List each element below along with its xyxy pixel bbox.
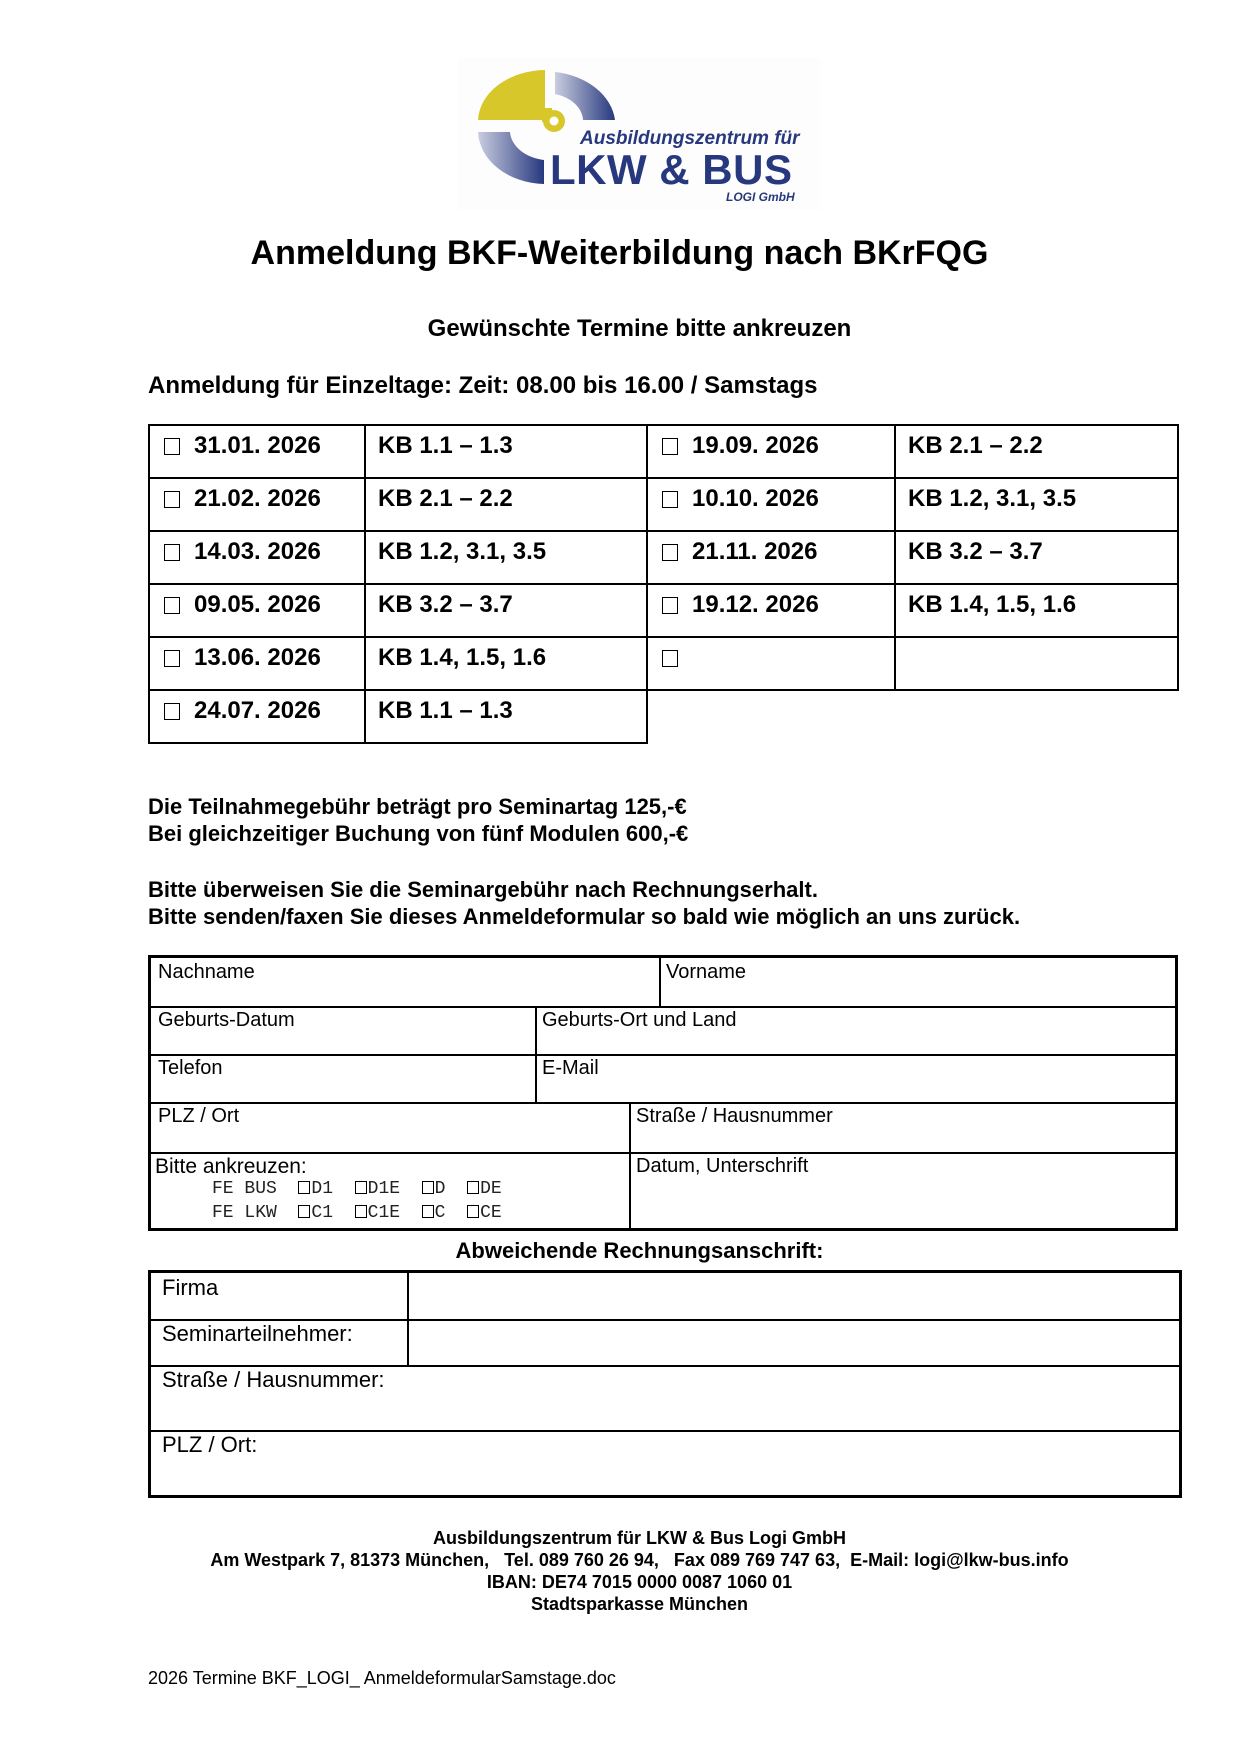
checkbox-icon[interactable] — [298, 1205, 310, 1218]
checkbox-icon[interactable] — [662, 438, 678, 455]
schedule-row-date[interactable]: 21.11. 2026 — [646, 530, 896, 585]
checkbox-icon[interactable] — [355, 1205, 367, 1218]
checkbox-icon[interactable] — [662, 491, 678, 508]
instructions — [148, 876, 1020, 930]
checkbox-icon[interactable] — [662, 650, 678, 667]
license-row-lkw: FE LKW C1 C1E C CE — [212, 1203, 502, 1223]
telefon-field[interactable]: Telefon — [151, 1054, 537, 1104]
billing-heading: Abweichende Rechnungsanschrift: — [455, 1238, 824, 1263]
license-option-de[interactable]: DE — [467, 1179, 502, 1199]
schedule-row-date[interactable]: 14.03. 2026 — [148, 530, 366, 585]
strasse-field[interactable]: Straße / Hausnummer — [629, 1102, 1175, 1154]
firma-label: Firma — [151, 1273, 409, 1321]
schedule-row-modules: KB 1.1 – 1.3 — [364, 689, 648, 744]
schedule-row-date[interactable]: 31.01. 2026 — [148, 424, 366, 479]
checkbox-icon[interactable] — [422, 1181, 434, 1194]
checkbox-icon[interactable] — [422, 1205, 434, 1218]
schedule-row-modules: KB 2.1 – 2.2 — [364, 477, 648, 532]
checkbox-icon[interactable] — [164, 438, 180, 455]
personal-data-form — [148, 955, 1178, 1231]
instruction-line-2: Bitte senden/faxen Sie dieses Anmeldeformular so bald wie möglich an uns zurück. — [148, 904, 1021, 929]
license-option-c[interactable]: C — [422, 1203, 446, 1223]
billing-strasse-field[interactable]: Straße / Hausnummer: — [151, 1365, 1179, 1432]
fee-info — [148, 793, 688, 847]
schedule-row-date[interactable]: 13.06. 2026 — [148, 636, 366, 691]
checkbox-icon[interactable] — [662, 597, 678, 614]
schedule-row-modules: KB 3.2 – 3.7 — [894, 530, 1179, 585]
schedule-row-modules: KB 1.2, 3.1, 3.5 — [894, 477, 1179, 532]
datum-unterschrift-field[interactable]: Datum, Unterschrift — [636, 1155, 809, 1177]
footer-company: Ausbildungszentrum für LKW & Bus Logi GmbH — [433, 1528, 846, 1548]
company-logo — [458, 58, 820, 210]
schedule-row-date-empty[interactable] — [646, 636, 896, 691]
schedule-row-date[interactable]: 21.02. 2026 — [148, 477, 366, 532]
schedule-table — [148, 424, 1179, 746]
footer-iban: IBAN: DE74 7015 0000 0087 1060 01 — [486, 1572, 793, 1592]
footer-address: Am Westpark 7, 81373 München, Tel. 089 760 26 94, Fax 089 769 747 63, E-Mail: logi@lkw-bus.info — [210, 1550, 1069, 1570]
page-subtitle: Gewünschte Termine bitte ankreuzen — [427, 315, 852, 342]
ankreuzen-label: Bitte ankreuzen: — [155, 1155, 307, 1178]
schedule-row-date[interactable]: 09.05. 2026 — [148, 583, 366, 638]
checkbox-icon[interactable] — [298, 1181, 310, 1194]
footer-bank: Stadtsparkasse München — [530, 1594, 749, 1614]
vorname-field[interactable]: Vorname — [659, 958, 1175, 1008]
schedule-row-date[interactable]: 19.09. 2026 — [646, 424, 896, 479]
logo-subtitle: Ausbildungszentrum für — [580, 128, 800, 149]
fee-line-2: Bei gleichzeitiger Buchung von fünf Modulen 600,-€ — [148, 821, 689, 846]
page-title: Anmeldung BKF-Weiterbildung nach BKrFQG — [250, 234, 989, 272]
license-row-bus: FE BUS D1 D1E D DE — [212, 1179, 502, 1199]
checkbox-icon[interactable] — [164, 544, 180, 561]
checkbox-icon[interactable] — [164, 597, 180, 614]
schedule-row-date[interactable]: 10.10. 2026 — [646, 477, 896, 532]
email-field[interactable]: E-Mail — [535, 1054, 1175, 1104]
checkbox-icon[interactable] — [355, 1181, 367, 1194]
schedule-row-modules: KB 1.4, 1.5, 1.6 — [894, 583, 1179, 638]
schedule-row-modules: KB 3.2 – 3.7 — [364, 583, 648, 638]
checkbox-icon[interactable] — [467, 1205, 479, 1218]
geburtsort-field[interactable]: Geburts-Ort und Land — [535, 1006, 1175, 1056]
license-option-d1[interactable]: D1 — [298, 1179, 333, 1199]
license-option-c1e[interactable]: C1E — [355, 1203, 400, 1223]
license-option-ce[interactable]: CE — [467, 1203, 502, 1223]
checkbox-icon[interactable] — [467, 1181, 479, 1194]
license-option-d1e[interactable]: D1E — [355, 1179, 400, 1199]
license-option-c1[interactable]: C1 — [298, 1203, 333, 1223]
schedule-row-modules: KB 1.2, 3.1, 3.5 — [364, 530, 648, 585]
schedule-row-date[interactable]: 24.07. 2026 — [148, 689, 366, 744]
plz-ort-field[interactable]: PLZ / Ort — [151, 1102, 631, 1154]
schedule-row-modules-empty — [894, 636, 1179, 691]
firma-input[interactable] — [407, 1273, 1179, 1321]
fee-line-1: Die Teilnahmegebühr beträgt pro Seminartag 125,-€ — [148, 794, 687, 819]
license-option-d[interactable]: D — [422, 1179, 446, 1199]
schedule-row-modules: KB 1.1 – 1.3 — [364, 424, 648, 479]
schedule-row-modules: KB 2.1 – 2.2 — [894, 424, 1179, 479]
seminarteilnehmer-label: Seminarteilnehmer: — [151, 1319, 409, 1367]
company-footer — [0, 1527, 1239, 1615]
checkbox-icon[interactable] — [662, 544, 678, 561]
billing-address-form — [148, 1270, 1182, 1498]
schedule-row-date[interactable]: 19.12. 2026 — [646, 583, 896, 638]
checkbox-icon[interactable] — [164, 650, 180, 667]
checkbox-icon[interactable] — [164, 703, 180, 720]
einzeltage-info: Anmeldung für Einzeltage: Zeit: 08.00 bis 16.00 / Samstags — [148, 372, 818, 399]
document-filename: 2026 Termine BKF_LOGI_ AnmeldeformularSamstage.doc — [148, 1668, 616, 1688]
checkbox-icon[interactable] — [164, 491, 180, 508]
nachname-field[interactable]: Nachname — [151, 958, 661, 1008]
geburtsdatum-field[interactable]: Geburts-Datum — [151, 1006, 537, 1056]
seminarteilnehmer-input[interactable] — [407, 1319, 1179, 1367]
billing-plz-ort-field[interactable]: PLZ / Ort: — [162, 1432, 258, 1457]
instruction-line-1: Bitte überweisen Sie die Seminargebühr nach Rechnungserhalt. — [148, 877, 818, 902]
logo-company: LOGI GmbH — [726, 190, 795, 204]
schedule-row-modules: KB 1.4, 1.5, 1.6 — [364, 636, 648, 691]
logo-name: LKW & BUS — [550, 146, 793, 193]
